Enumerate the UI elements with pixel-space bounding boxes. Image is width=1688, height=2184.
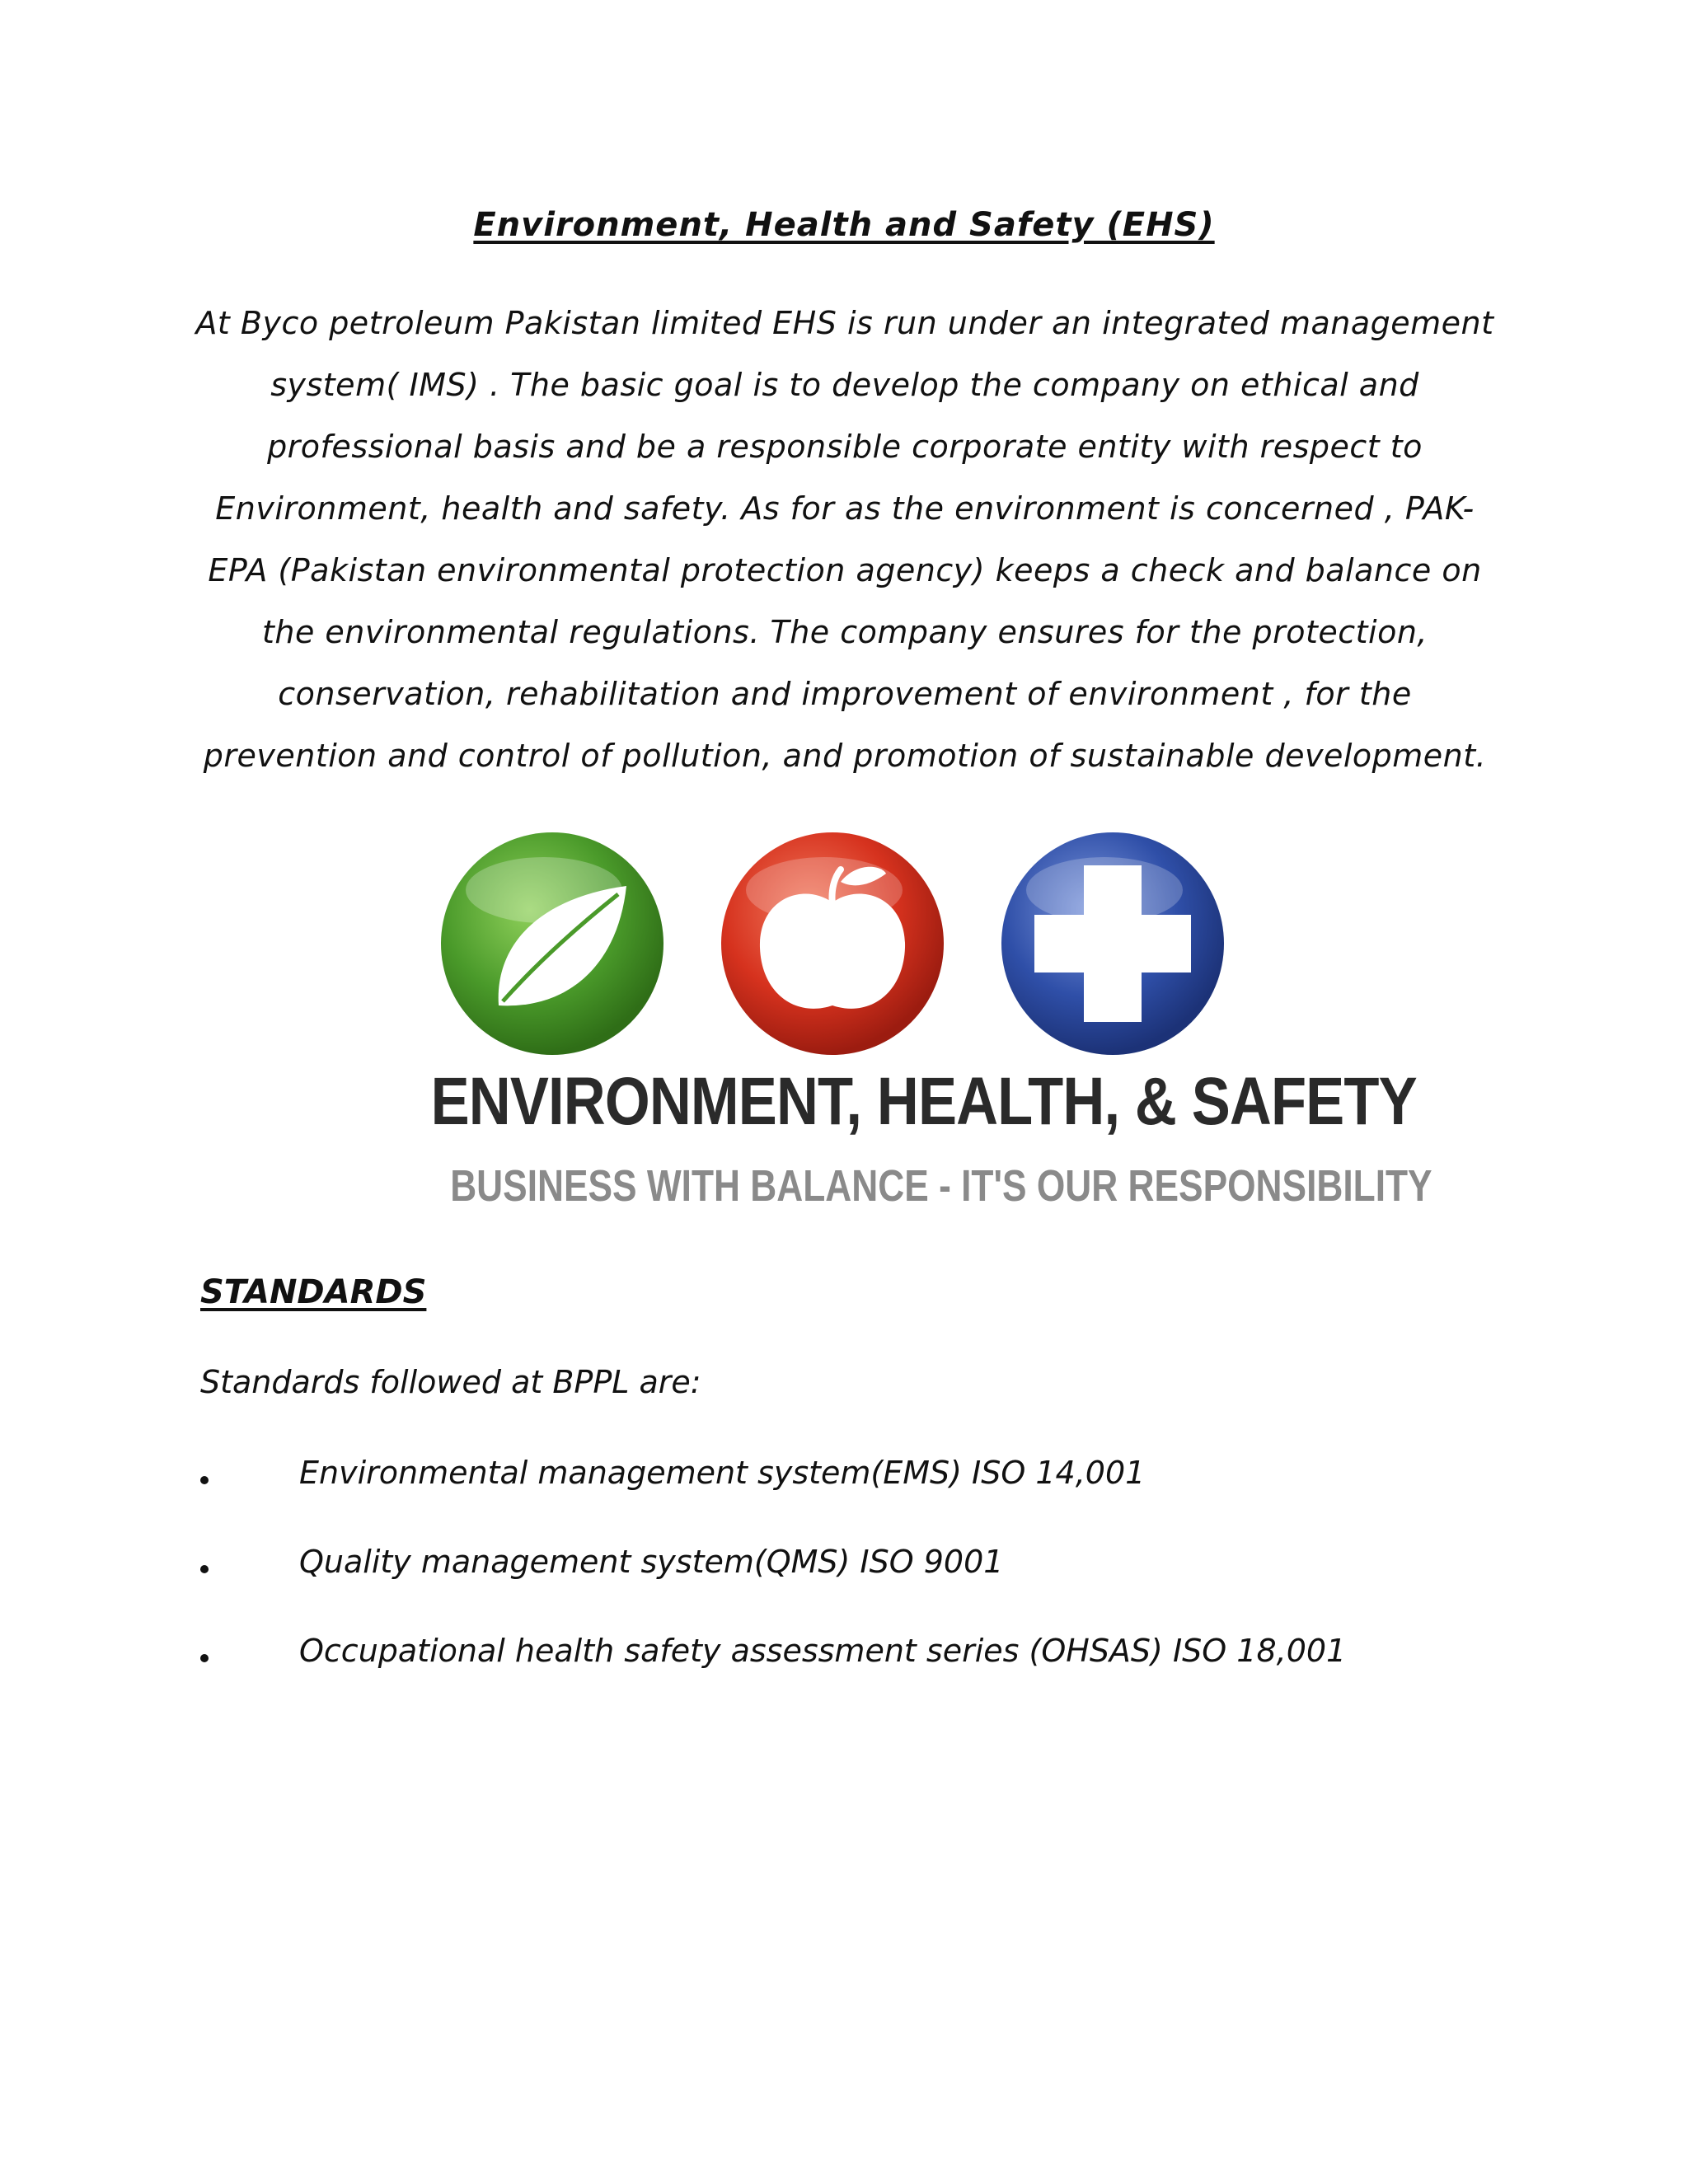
logo-title: ENVIRONMENT, HEALTH, & SAFETY <box>430 1064 1417 1139</box>
apple-icon <box>721 832 944 1055</box>
list-item-text: Quality management system(QMS) ISO 9001 <box>299 1544 1004 1580</box>
bullet-icon <box>200 1654 209 1662</box>
standards-intro: Standards followed at BPPL are: <box>200 1364 701 1400</box>
bullet-icon <box>200 1476 209 1484</box>
list-item <box>200 1544 1519 1633</box>
bullet-icon <box>200 1565 209 1573</box>
list-item <box>200 1455 1519 1544</box>
leaf-icon <box>441 832 663 1055</box>
standards-list <box>200 1455 1519 1722</box>
logo-tagline: BUSINESS WITH BALANCE - IT'S OUR RESPONSIBILITY <box>450 1161 1432 1211</box>
intro-paragraph: At Byco petroleum Pakistan limited EHS is run under an integrated management system( IMS) . The basic goal is to develop the company on ethical and professional basis and be a responsible corporate entity with respect to Environment, health and safety. As for as the environment is concerned , PAK-EPA (Pakistan environmental protection agency) keeps a check and balance on the environmental regulations. The company ensures for the protection, conservation, rehabilitation and improvement of environment , for the prevention and control of pollution, and promotion of sustainable development. <box>195 305 1494 774</box>
list-item-text: Environmental management system(EMS) ISO 14,001 <box>299 1455 1146 1491</box>
ehs-logo <box>363 816 1432 1228</box>
cross-icon <box>1001 832 1224 1055</box>
list-item-text: Occupational health safety assessment series (OHSAS) ISO 18,001 <box>299 1633 1347 1669</box>
ehs-logo-icons <box>420 832 1245 1055</box>
list-item <box>200 1633 1519 1722</box>
standards-heading: STANDARDS <box>200 1273 427 1311</box>
page-title: Environment, Health and Safety (EHS) <box>473 206 1215 244</box>
